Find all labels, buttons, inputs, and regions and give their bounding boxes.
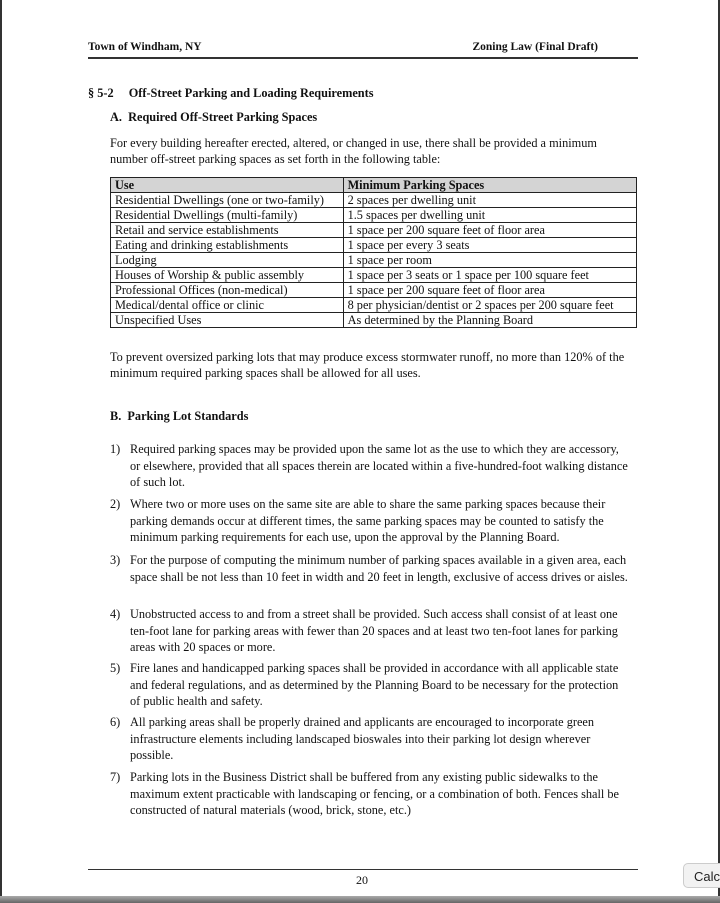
list-item-number: 6) [110, 715, 121, 729]
table-row [111, 238, 637, 253]
list-item-text: All parking areas shall be properly drained and applicants are encouraged to incorporate green infrastructure elements including landscaped bioswales into their parking lot design wherever possible. [130, 715, 595, 762]
list-item [110, 714, 630, 764]
use-cell: Unspecified Uses [111, 313, 344, 328]
column-header-use: Use [111, 178, 344, 193]
table-row [111, 253, 637, 268]
stormwater-paragraph: To prevent oversized parking lots that may produce excess stormwater runoff, no more than 120% of the minimum required parking spaces shall be allowed for all uses. [110, 350, 625, 380]
table-row [111, 298, 637, 313]
list-item-number: 3) [110, 553, 121, 567]
footer-rule [88, 869, 638, 870]
use-cell: Eating and drinking establishments [111, 238, 344, 253]
use-cell: Lodging [111, 253, 344, 268]
use-cell: Professional Offices (non-medical) [111, 283, 344, 298]
section-title: Off-Street Parking and Loading Requirements [128, 86, 374, 100]
list-item-text: Where two or more uses on the same site are able to share the same parking spaces because their parking demands occur at different times, the same parking spaces may be counted to satisfy the minimum parking requirements for each use, upon the approval by the Planning Board. [130, 497, 606, 544]
list-item [110, 769, 630, 819]
subsection-b-title: B. Parking Lot Standards [110, 409, 249, 423]
list-item [110, 606, 630, 656]
list-item-text: Required parking spaces may be provided upon the same lot as the use to which they are accessory, or elsewhere, provided that all spaces therein are located within a five-hundred-foot walking distance of such lot. [130, 442, 628, 489]
list-item [110, 552, 630, 585]
min-spaces-cell: 1 space per 200 square feet of floor area [343, 283, 636, 298]
list-item-number: 1) [110, 442, 121, 456]
list-item-number: 2) [110, 497, 121, 511]
list-item-text: Fire lanes and handicapped parking spaces shall be provided in accordance with all applicable state and federal regulations, and as determined by the Planning Board to be necessary for the protection of public health and safety. [130, 661, 619, 708]
table-row [111, 283, 637, 298]
list-item [110, 496, 630, 546]
list-item [110, 441, 630, 491]
section-number: § 5-2 [88, 86, 114, 100]
list-item-text: Parking lots in the Business District shall be buffered from any existing public sidewalks to the maximum extent practicable with landscaping or fencing, or a combination of both. Fences shall be constructed of natural materials (wood, brick, stone, etc.) [130, 770, 619, 817]
min-spaces-cell: 1 space per 3 seats or 1 space per 100 square feet [343, 268, 636, 283]
table-row [111, 193, 637, 208]
table-row [111, 223, 637, 238]
page-number: 20 [356, 873, 368, 887]
list-item-text: For the purpose of computing the minimum number of parking spaces available in a given area, each space shall be not less than 10 feet in width and 20 feet in length, exclusive of access drives or aisles. [130, 553, 628, 584]
parking-table [110, 177, 637, 328]
header-left: Town of Windham, NY [88, 41, 202, 53]
list-item-number: 5) [110, 661, 121, 675]
use-cell: Residential Dwellings (multi-family) [111, 208, 344, 223]
min-spaces-cell: 1 space per 200 square feet of floor area [343, 223, 636, 238]
list-item-text: Unobstructed access to and from a street shall be provided. Such access shall consist of at least one ten-foot lane for parking areas with fewer than 20 spaces and at least two ten-foot lanes for parking areas with 20 spaces or more. [130, 607, 618, 654]
list-item-number: 4) [110, 607, 121, 621]
column-header-min-spaces: Minimum Parking Spaces [343, 178, 636, 193]
min-spaces-cell: 1 space per room [343, 253, 636, 268]
use-cell: Medical/dental office or clinic [111, 298, 344, 313]
min-spaces-cell: 1.5 spaces per dwelling unit [343, 208, 636, 223]
list-item [110, 660, 630, 710]
use-cell: Residential Dwellings (one or two-family) [111, 193, 344, 208]
list-item-number: 7) [110, 770, 121, 784]
subsection-a-title: A. Required Off-Street Parking Spaces [110, 110, 318, 124]
page-header [88, 41, 638, 59]
table-row [111, 208, 637, 223]
table-row [111, 268, 637, 283]
window-bottom-bar [0, 896, 720, 903]
min-spaces-cell: 1 space per every 3 seats [343, 238, 636, 253]
header-right: Zoning Law (Final Draft) [472, 41, 598, 53]
table-row [111, 313, 637, 328]
use-cell: Houses of Worship & public assembly [111, 268, 344, 283]
section-heading [88, 86, 374, 101]
min-spaces-cell: 2 spaces per dwelling unit [343, 193, 636, 208]
use-cell: Retail and service establishments [111, 223, 344, 238]
calc-button[interactable]: Calc [683, 863, 720, 888]
subsection-a-intro: For every building hereafter erected, altered, or changed in use, there shall be provided a minimum number off-street parking spaces as set forth in the following table: [110, 136, 597, 166]
min-spaces-cell: 8 per physician/dentist or 2 spaces per 200 square feet [343, 298, 636, 313]
min-spaces-cell: As determined by the Planning Board [343, 313, 636, 328]
